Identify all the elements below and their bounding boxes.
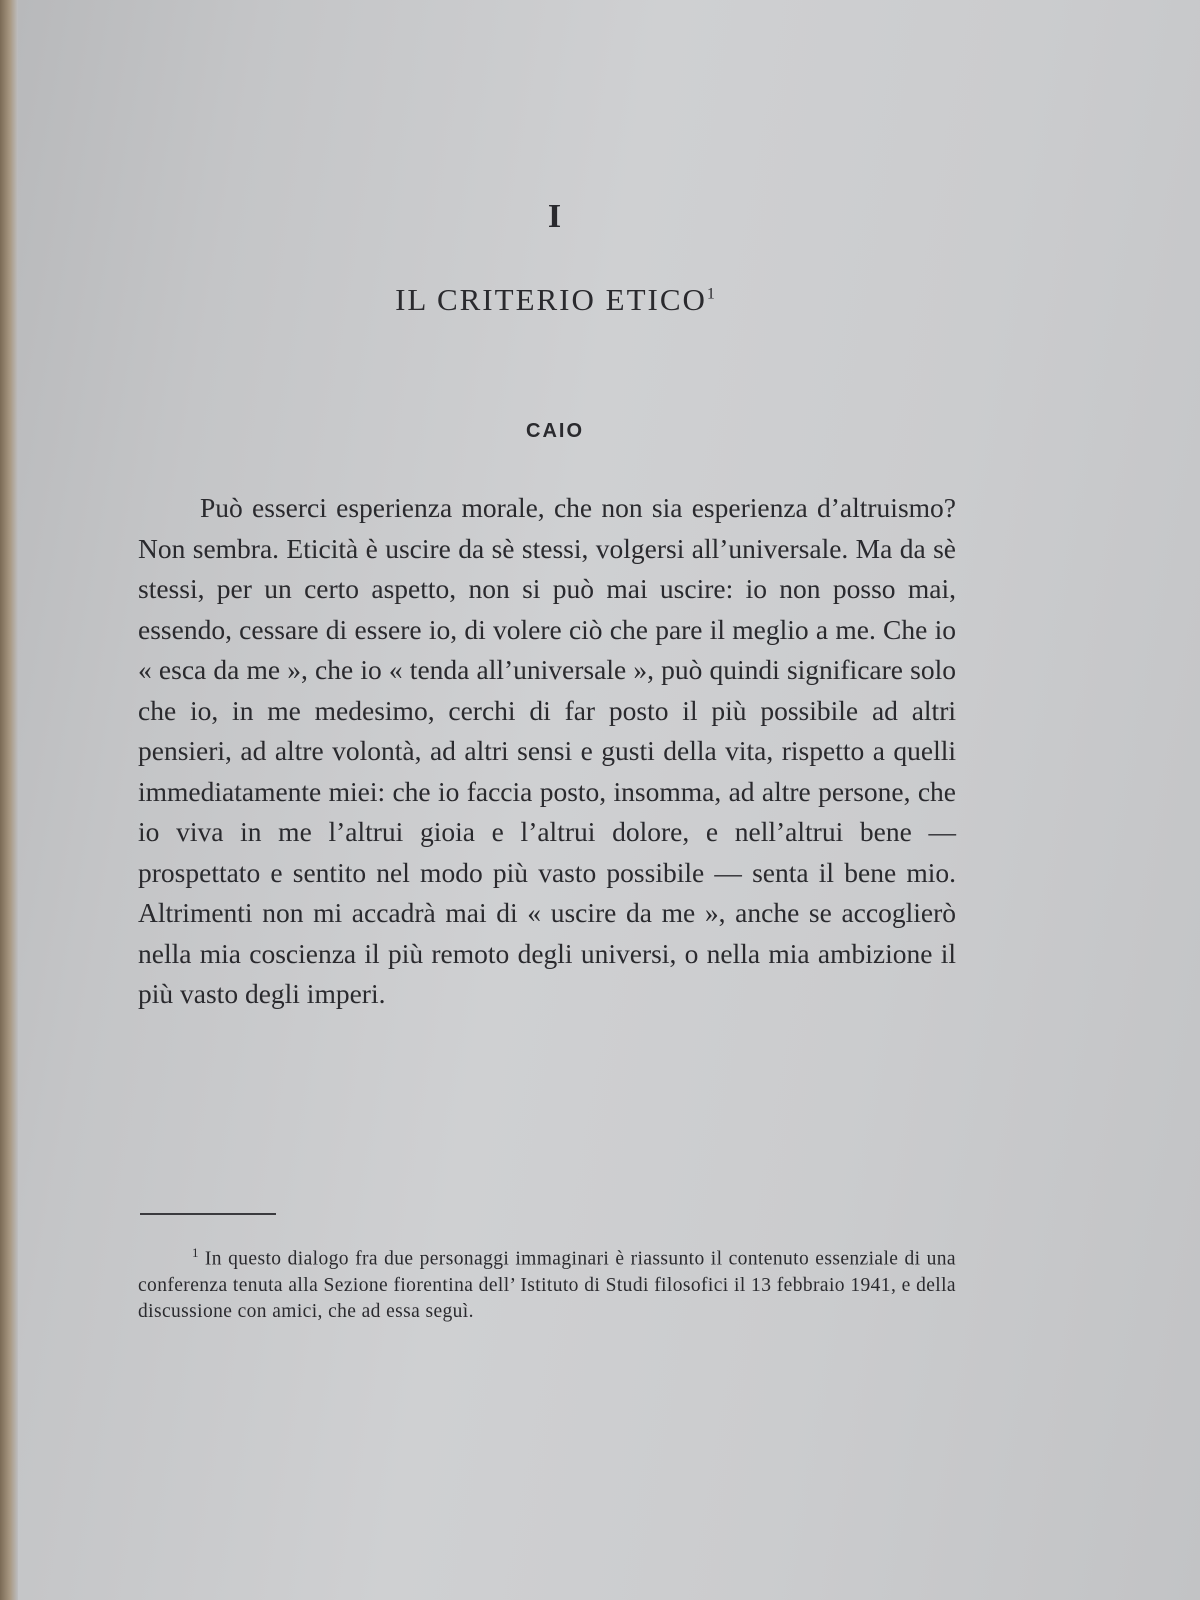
footnote-divider <box>140 1213 276 1215</box>
footnote-mark: 1 <box>192 1245 199 1260</box>
footnote-text: In questo dialogo fra due personaggi immaginari è riassunto il contenuto essenziale di una conferenza tenuta alla Sezione fiorentina dell’ Istituto di Studi filosofici il 13 febbraio 1941, e della discussione con amici, che ad essa seguì. <box>138 1248 956 1322</box>
chapter-number: I <box>547 198 563 235</box>
footnote-reference: 1 <box>706 285 715 303</box>
footnote <box>138 1240 956 1325</box>
chapter-title: IL CRITERIO ETICO <box>395 282 707 317</box>
chapter-title-line <box>0 282 1110 318</box>
body-paragraph: Può esserci esperienza morale, che non sia esperienza d’altruismo? Non sembra. Eticità è uscire da sè stessi, volgersi all’universale. Ma da sè stessi, per un certo aspetto, non si può mai uscire: io non posso mai, essendo, cessare di essere io, di volere ciò che pare il meglio a me. Che io « esca da me », che io « tenda all’universale », può quindi significare solo che io, in me medesimo, cerchi di far posto il più possibile ad altri pensieri, ad altre volontà, ad altri sensi e gusti della vita, rispetto a quelli immediatamente miei: che io faccia posto, insomma, ad altre persone, che io viva in me l’altrui gioia e l’altrui dolore, e nell’altrui bene — prospettato e sentito nel modo più vasto possibile — senta il bene mio. Altrimenti non mi accadrà mai di « uscire da me », anche se accoglierò nella mia coscienza il più remoto degli universi, o nella mia ambizione il più vasto degli imperi. <box>138 492 956 1009</box>
speaker-name: CAIO <box>526 420 584 442</box>
